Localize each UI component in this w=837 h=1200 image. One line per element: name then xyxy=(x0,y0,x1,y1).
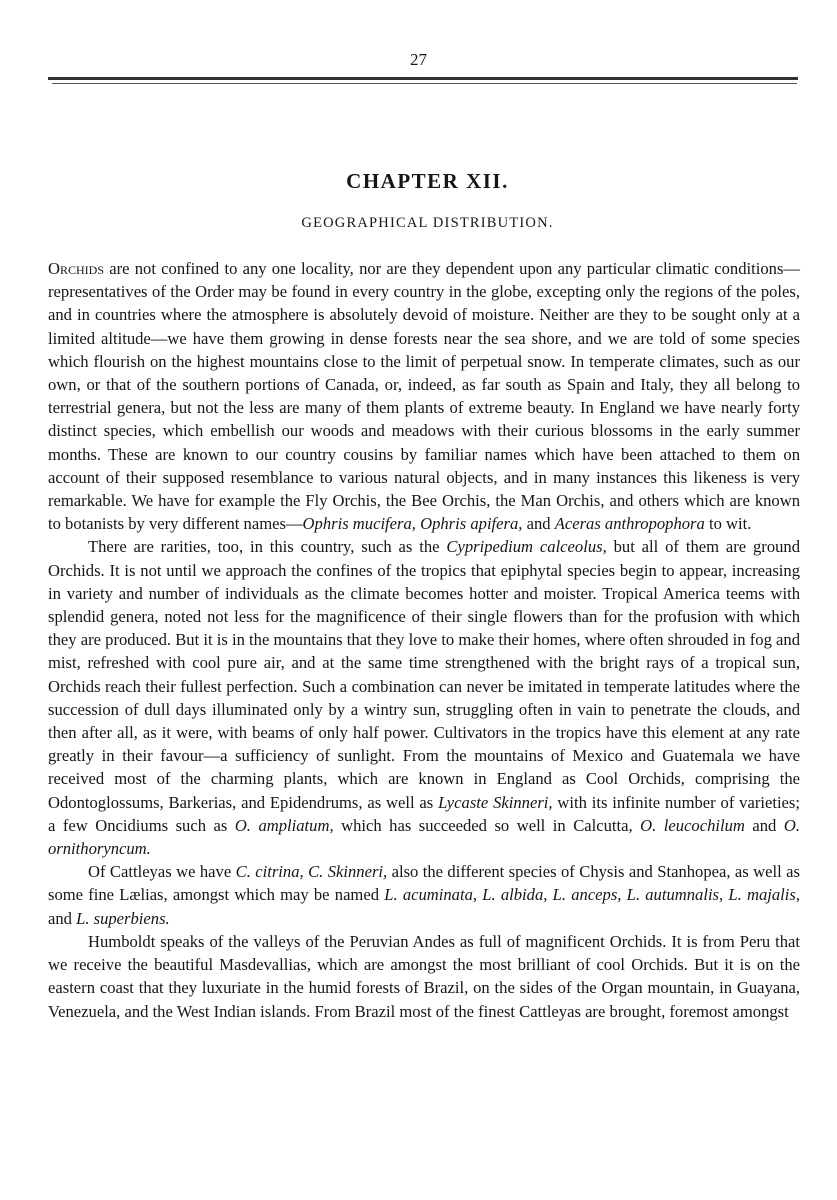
italic-term: Ophris apifera, xyxy=(420,514,523,534)
italic-term: L. acuminata, L. albida, L. anceps, L. autumnalis, L. majalis, xyxy=(384,885,800,905)
text-run: to wit. xyxy=(704,514,752,534)
text-run: and xyxy=(744,815,784,835)
text-run: with its infinite number of varieties; a few Oncidiums such as xyxy=(48,792,800,835)
body-text xyxy=(48,257,800,1023)
paragraph xyxy=(48,930,800,1023)
italic-term: O. ornithoryncum. xyxy=(48,815,800,859)
italic-term: Cypripedium calceolus, xyxy=(446,537,607,557)
italic-term: L. superbiens. xyxy=(76,908,170,928)
section-title: GEOGRAPHICAL DISTRIBUTION. xyxy=(301,215,554,231)
page-number: 27 xyxy=(410,50,427,69)
italic-term: Lycaste Skinneri, xyxy=(438,792,553,812)
header-rule-thin xyxy=(52,83,797,84)
text-run: and xyxy=(522,514,555,534)
header-rule-thick xyxy=(48,77,798,80)
text-run: There are rarities, too, in this country, such as the xyxy=(88,537,447,557)
text-run: also the different species of Chysis and Stanhopea, as well as some fine Lælias, amongst which may be named xyxy=(48,862,800,905)
italic-term: Ophris mucifera, xyxy=(302,514,416,534)
text-run: and xyxy=(48,908,77,928)
italic-term: O. leucochilum xyxy=(640,815,745,835)
paragraph xyxy=(48,257,800,535)
text-run: Of Cattleyas we have xyxy=(88,862,236,882)
text-run: which has succeeded so well in Calcutta, xyxy=(333,815,641,835)
text-run: Humboldt speaks of the valleys of the Peruvian Andes as full of magnificent Orchids. It is from Peru that we receive the beautiful Masdevallias, which are amongst the most brilliant of cool Orchids. But it is on the eastern coast that they luxuriate in the humid forests of Brazil, on the sides of the Organ mountain, in Guayana, Venezuela, and the West Indian islands. From Brazil most of the finest Cattleyas are brought, foremost amongst xyxy=(48,931,800,1021)
paragraph xyxy=(48,860,800,930)
lead-word: Orchids xyxy=(48,259,104,278)
italic-term: C. citrina, C. Skinneri, xyxy=(235,862,388,882)
paragraph xyxy=(48,535,800,860)
text-run: but all of them are ground Orchids. It is not until we approach the confines of the tropics that epiphytal species begin to appear, increasing in variety and number of individuals as the climate becomes hotter and moister. Tropical America teems with splendid genera, noted not less for the magnificence of their single flowers than for the profusion with which they are produced. But it is in the mountains that they love to make their homes, where often shrouded in fog and mist, refreshed with cool pure air, and at the same time strengthened with the bright rays of a tropical sun, Orchids reach their fullest perfection. Such a combination can never be imitated in temperate latitudes where the succession of dull days illuminated only by a wintry sun, struggling often in vain to penetrate the clouds, and then after all, as it were, with beams of only half power. Cultivators in the tropics have this element at any rate greatly in their favour—a sufficiency of sunlight. From the mountains of Mexico and Guatemala we have received most of the charming plants, which are known in England as Cool Orchids, comprising the Odontoglossums, Barkerias, and Epidendrums, as well as xyxy=(48,537,801,812)
text-run: are not confined to any one locality, nor are they dependent upon any particular climatic conditions—representatives of the Order may be found in every country in the globe, excepting only the regions of the poles, and in countries where the atmosphere is absolutely devoid of moisture. Neither are they to be sought only at a limited altitude—we have them growing in dense forests near the sea shore, and we are told of some species which flourish on the highest mountains close to the limit of perpetual snow. In temperate climates, such as our own, or that of the southern portions of Canada, or, indeed, as far south as Spain and Italy, they all belong to terrestrial genera, but not the less are many of them plants of extreme beauty. In England we have nearly forty distinct species, which embellish our woods and meadows with their curious blossoms in the early summer months. These are known to our country cousins by familiar names which have been attached to them on account of their supposed resemblance to various natural objects, and in many instances this likeness is very remarkable. We have for example the Fly Orchis, the Bee Orchis, the Man Orchis, and others which are known to botanists by very different names— xyxy=(48,259,800,534)
italic-term: O. ampliatum, xyxy=(234,815,334,835)
italic-term: Aceras anthropophora xyxy=(554,514,705,534)
chapter-title: CHAPTER XII. xyxy=(346,169,509,193)
